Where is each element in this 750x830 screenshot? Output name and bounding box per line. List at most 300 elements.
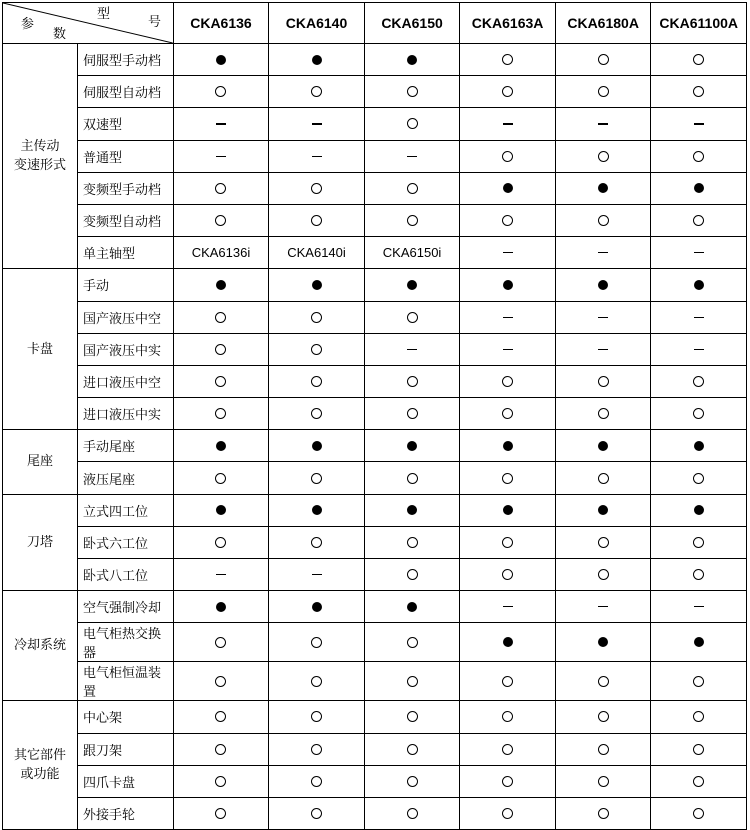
value-cell xyxy=(364,269,460,301)
table-row xyxy=(3,365,747,397)
filled-circle-icon xyxy=(694,183,704,193)
filled-circle-icon xyxy=(598,505,608,515)
filled-circle-icon xyxy=(407,441,417,451)
value-cell xyxy=(269,701,365,733)
value-cell xyxy=(173,662,269,701)
open-circle-icon xyxy=(215,776,226,787)
value-cell xyxy=(269,662,365,701)
open-circle-icon xyxy=(311,744,322,755)
value-cell xyxy=(555,462,651,494)
value-cell xyxy=(555,237,651,269)
open-circle-icon xyxy=(311,344,322,355)
item-label: 卧式六工位 xyxy=(77,526,173,558)
open-circle-icon xyxy=(407,676,418,687)
table-row xyxy=(3,398,747,430)
value-cell xyxy=(555,765,651,797)
value-cell xyxy=(364,108,460,140)
value-cell xyxy=(555,797,651,829)
value-cell xyxy=(269,797,365,829)
value-cell xyxy=(269,462,365,494)
open-circle-icon xyxy=(598,86,609,97)
value-cell xyxy=(269,733,365,765)
value-cell xyxy=(269,269,365,301)
value-cell xyxy=(364,559,460,591)
open-circle-icon xyxy=(311,408,322,419)
open-circle-icon xyxy=(502,408,513,419)
open-circle-icon xyxy=(311,183,322,194)
value-cell xyxy=(364,462,460,494)
open-circle-icon xyxy=(407,376,418,387)
value-cell xyxy=(555,662,651,701)
open-circle-icon xyxy=(598,776,609,787)
value-cell xyxy=(460,76,556,108)
open-circle-icon xyxy=(215,537,226,548)
dash-icon xyxy=(503,123,513,124)
value-cell xyxy=(651,398,747,430)
dash-icon xyxy=(407,156,417,157)
group-label-line: 冷却系统 xyxy=(13,638,66,654)
open-circle-icon xyxy=(407,537,418,548)
open-circle-icon xyxy=(502,569,513,580)
value-cell xyxy=(364,333,460,365)
value-cell xyxy=(269,430,365,462)
dash-icon xyxy=(216,123,226,124)
filled-circle-icon xyxy=(216,505,226,515)
dash-icon xyxy=(598,606,608,607)
value-cell xyxy=(460,398,556,430)
value-cell xyxy=(364,526,460,558)
open-circle-icon xyxy=(215,376,226,387)
value-cell xyxy=(269,765,365,797)
value-cell xyxy=(651,172,747,204)
item-label: 液压尾座 xyxy=(77,462,173,494)
value-cell xyxy=(651,204,747,236)
value-cell xyxy=(173,430,269,462)
value-cell xyxy=(555,623,651,662)
open-circle-icon xyxy=(598,711,609,722)
open-circle-icon xyxy=(598,473,609,484)
item-label: 手动 xyxy=(77,269,173,301)
open-circle-icon xyxy=(407,86,418,97)
value-cell xyxy=(364,237,460,269)
value-cell xyxy=(364,797,460,829)
group-label-line: 主传动 xyxy=(20,139,60,155)
value-cell xyxy=(460,526,556,558)
filled-circle-icon xyxy=(312,505,322,515)
item-label: 四爪卡盘 xyxy=(77,765,173,797)
open-circle-icon xyxy=(598,537,609,548)
open-circle-icon xyxy=(693,54,704,65)
value-cell xyxy=(364,140,460,172)
value-cell xyxy=(460,365,556,397)
dash-icon xyxy=(694,317,704,318)
value-cell xyxy=(173,623,269,662)
item-label: 单主轴型 xyxy=(77,237,173,269)
open-circle-icon xyxy=(311,537,322,548)
item-label: 进口液压中实 xyxy=(77,398,173,430)
value-cell xyxy=(651,76,747,108)
item-label: 变频型自动档 xyxy=(77,204,173,236)
group-label xyxy=(3,430,78,494)
open-circle-icon xyxy=(215,676,226,687)
value-cell xyxy=(460,204,556,236)
model-header-5: CKA61100A xyxy=(651,3,747,44)
value-cell xyxy=(173,526,269,558)
dash-icon xyxy=(598,123,608,124)
open-circle-icon xyxy=(407,473,418,484)
group-label xyxy=(3,591,78,701)
value-cell xyxy=(651,623,747,662)
value-cell xyxy=(173,44,269,76)
value-cell xyxy=(364,365,460,397)
value-cell xyxy=(555,108,651,140)
corner-label-shu: 数 xyxy=(53,27,67,42)
group-label-line: 尾座 xyxy=(26,454,53,470)
value-cell xyxy=(651,765,747,797)
value-cell xyxy=(460,765,556,797)
value-cell xyxy=(269,591,365,623)
item-label: 伺服型手动档 xyxy=(77,44,173,76)
value-cell xyxy=(651,430,747,462)
value-cell xyxy=(460,494,556,526)
open-circle-icon xyxy=(693,537,704,548)
filled-circle-icon xyxy=(694,505,704,515)
open-circle-icon xyxy=(502,808,513,819)
group-label xyxy=(3,701,78,830)
model-header-4: CKA6180A xyxy=(555,3,651,44)
item-label: 卧式八工位 xyxy=(77,559,173,591)
open-circle-icon xyxy=(502,215,513,226)
filled-circle-icon xyxy=(407,505,417,515)
table-row xyxy=(3,591,747,623)
open-circle-icon xyxy=(311,776,322,787)
value-cell xyxy=(555,365,651,397)
value-cell xyxy=(555,333,651,365)
open-circle-icon xyxy=(407,711,418,722)
table-row xyxy=(3,526,747,558)
open-circle-icon xyxy=(215,408,226,419)
dash-icon xyxy=(216,156,226,157)
table-row xyxy=(3,494,747,526)
open-circle-icon xyxy=(598,376,609,387)
open-circle-icon xyxy=(407,569,418,580)
open-circle-icon xyxy=(598,151,609,162)
open-circle-icon xyxy=(598,54,609,65)
value-cell xyxy=(173,494,269,526)
open-circle-icon xyxy=(407,808,418,819)
open-circle-icon xyxy=(502,744,513,755)
corner-label-can: 参 xyxy=(21,17,35,32)
value-cell xyxy=(555,494,651,526)
open-circle-icon xyxy=(502,776,513,787)
value-cell xyxy=(364,204,460,236)
dash-icon xyxy=(694,606,704,607)
open-circle-icon xyxy=(598,569,609,580)
value-cell xyxy=(173,333,269,365)
value-cell xyxy=(173,462,269,494)
open-circle-icon xyxy=(215,744,226,755)
open-circle-icon xyxy=(693,408,704,419)
value-cell xyxy=(651,140,747,172)
value-cell xyxy=(651,237,747,269)
table-row xyxy=(3,204,747,236)
value-cell xyxy=(460,301,556,333)
open-circle-icon xyxy=(693,376,704,387)
item-label: 双速型 xyxy=(77,108,173,140)
dash-icon xyxy=(503,252,513,253)
value-cell xyxy=(269,526,365,558)
value-cell xyxy=(269,44,365,76)
value-cell xyxy=(555,140,651,172)
value-cell xyxy=(269,623,365,662)
group-label-line: 刀塔 xyxy=(26,534,53,550)
dash-icon xyxy=(694,349,704,350)
open-circle-icon xyxy=(502,473,513,484)
value-cell xyxy=(651,701,747,733)
open-circle-icon xyxy=(693,569,704,580)
open-circle-icon xyxy=(598,215,609,226)
table-row xyxy=(3,559,747,591)
value-cell xyxy=(173,733,269,765)
value-cell xyxy=(269,108,365,140)
dash-icon xyxy=(216,574,226,575)
open-circle-icon xyxy=(407,215,418,226)
open-circle-icon xyxy=(215,86,226,97)
value-cell xyxy=(364,591,460,623)
value-cell xyxy=(269,140,365,172)
open-circle-icon xyxy=(311,473,322,484)
value-cell xyxy=(364,494,460,526)
value-cell xyxy=(651,301,747,333)
value-cell xyxy=(555,172,651,204)
open-circle-icon xyxy=(693,711,704,722)
value-cell xyxy=(651,591,747,623)
dash-icon xyxy=(503,317,513,318)
open-circle-icon xyxy=(311,376,322,387)
value-cell xyxy=(269,237,365,269)
item-label: 电气柜热交换器 xyxy=(77,623,173,662)
value-cell xyxy=(460,430,556,462)
open-circle-icon xyxy=(215,344,226,355)
value-cell xyxy=(460,140,556,172)
filled-circle-icon xyxy=(216,441,226,451)
filled-circle-icon xyxy=(216,602,226,612)
value-cell xyxy=(651,269,747,301)
header-row xyxy=(3,3,747,44)
value-cell xyxy=(651,559,747,591)
dash-icon xyxy=(407,349,417,350)
group-label-line: 卡盘 xyxy=(26,341,53,357)
open-circle-icon xyxy=(311,637,322,648)
value-cell xyxy=(460,662,556,701)
value-cell xyxy=(364,76,460,108)
value-cell xyxy=(555,76,651,108)
value-cell xyxy=(269,172,365,204)
value-cell xyxy=(269,398,365,430)
dash-icon xyxy=(503,349,513,350)
value-cell xyxy=(651,365,747,397)
item-label: 国产液压中实 xyxy=(77,333,173,365)
value-cell xyxy=(555,559,651,591)
dash-icon xyxy=(503,606,513,607)
filled-circle-icon xyxy=(312,602,322,612)
value-cell xyxy=(173,398,269,430)
value-cell xyxy=(364,301,460,333)
filled-circle-icon xyxy=(503,637,513,647)
open-circle-icon xyxy=(693,676,704,687)
value-cell xyxy=(555,526,651,558)
value-cell xyxy=(173,140,269,172)
open-circle-icon xyxy=(502,151,513,162)
value-cell xyxy=(269,76,365,108)
value-cell xyxy=(460,733,556,765)
spec-table xyxy=(2,2,747,830)
value-cell xyxy=(364,398,460,430)
value-cell xyxy=(269,365,365,397)
open-circle-icon xyxy=(215,312,226,323)
value-cell xyxy=(460,462,556,494)
table-row xyxy=(3,430,747,462)
item-label: 国产液压中空 xyxy=(77,301,173,333)
value-cell xyxy=(364,430,460,462)
value-cell xyxy=(555,701,651,733)
filled-circle-icon xyxy=(503,280,513,290)
open-circle-icon xyxy=(311,808,322,819)
value-cell xyxy=(364,662,460,701)
value-cell xyxy=(173,237,269,269)
group-label-line: 或功能 xyxy=(20,767,60,783)
table-row xyxy=(3,172,747,204)
value-cell xyxy=(364,701,460,733)
open-circle-icon xyxy=(693,808,704,819)
table-row xyxy=(3,623,747,662)
table-row xyxy=(3,108,747,140)
value-cell xyxy=(651,662,747,701)
item-label: 普通型 xyxy=(77,140,173,172)
group-label xyxy=(3,269,78,430)
open-circle-icon xyxy=(407,312,418,323)
item-label: 手动尾座 xyxy=(77,430,173,462)
open-circle-icon xyxy=(311,711,322,722)
value-cell xyxy=(555,398,651,430)
value-cell xyxy=(555,301,651,333)
group-label-line: 变速形式 xyxy=(13,158,66,174)
value-cell xyxy=(173,701,269,733)
value-cell xyxy=(460,44,556,76)
model-header-0: CKA6136 xyxy=(173,3,269,44)
value-cell xyxy=(555,733,651,765)
item-label: 进口液压中空 xyxy=(77,365,173,397)
open-circle-icon xyxy=(502,537,513,548)
open-circle-icon xyxy=(502,86,513,97)
filled-circle-icon xyxy=(503,505,513,515)
value-cell xyxy=(651,797,747,829)
table-row xyxy=(3,701,747,733)
model-variant-text: CKA6140i xyxy=(287,244,346,260)
open-circle-icon xyxy=(311,215,322,226)
table-row xyxy=(3,765,747,797)
value-cell xyxy=(555,44,651,76)
table-row xyxy=(3,269,747,301)
open-circle-icon xyxy=(598,808,609,819)
table-row xyxy=(3,662,747,701)
open-circle-icon xyxy=(598,408,609,419)
item-label: 外接手轮 xyxy=(77,797,173,829)
value-cell xyxy=(269,301,365,333)
open-circle-icon xyxy=(407,183,418,194)
table-row xyxy=(3,797,747,829)
filled-circle-icon xyxy=(694,280,704,290)
value-cell xyxy=(460,623,556,662)
model-header-3: CKA6163A xyxy=(460,3,556,44)
value-cell xyxy=(364,172,460,204)
table-row xyxy=(3,44,747,76)
filled-circle-icon xyxy=(503,183,513,193)
open-circle-icon xyxy=(407,408,418,419)
value-cell xyxy=(364,623,460,662)
filled-circle-icon xyxy=(312,441,322,451)
group-label-line: 其它部件 xyxy=(13,748,66,764)
table-body xyxy=(3,44,747,830)
open-circle-icon xyxy=(693,473,704,484)
group-label xyxy=(3,44,78,269)
value-cell xyxy=(651,108,747,140)
open-circle-icon xyxy=(693,776,704,787)
value-cell xyxy=(555,591,651,623)
open-circle-icon xyxy=(598,744,609,755)
table-row xyxy=(3,333,747,365)
value-cell xyxy=(460,108,556,140)
table-row xyxy=(3,733,747,765)
model-variant-text: CKA6136i xyxy=(191,244,251,260)
filled-circle-icon xyxy=(407,602,417,612)
open-circle-icon xyxy=(215,711,226,722)
open-circle-icon xyxy=(598,676,609,687)
filled-circle-icon xyxy=(216,280,226,290)
filled-circle-icon xyxy=(598,183,608,193)
open-circle-icon xyxy=(502,376,513,387)
value-cell xyxy=(460,559,556,591)
value-cell xyxy=(555,204,651,236)
value-cell xyxy=(651,733,747,765)
item-label: 伺服型自动档 xyxy=(77,76,173,108)
dash-icon xyxy=(598,252,608,253)
filled-circle-icon xyxy=(598,441,608,451)
value-cell xyxy=(460,797,556,829)
value-cell xyxy=(555,430,651,462)
value-cell xyxy=(173,269,269,301)
item-label: 跟刀架 xyxy=(77,733,173,765)
value-cell xyxy=(460,701,556,733)
open-circle-icon xyxy=(311,312,322,323)
value-cell xyxy=(364,733,460,765)
value-cell xyxy=(460,591,556,623)
dash-icon xyxy=(694,252,704,253)
dash-icon xyxy=(598,349,608,350)
value-cell xyxy=(651,44,747,76)
open-circle-icon xyxy=(215,215,226,226)
dash-icon xyxy=(312,123,322,124)
table-row xyxy=(3,462,747,494)
table-row xyxy=(3,76,747,108)
value-cell xyxy=(651,462,747,494)
value-cell xyxy=(173,365,269,397)
open-circle-icon xyxy=(407,744,418,755)
open-circle-icon xyxy=(311,86,322,97)
filled-circle-icon xyxy=(407,280,417,290)
filled-circle-icon xyxy=(694,637,704,647)
value-cell xyxy=(460,333,556,365)
